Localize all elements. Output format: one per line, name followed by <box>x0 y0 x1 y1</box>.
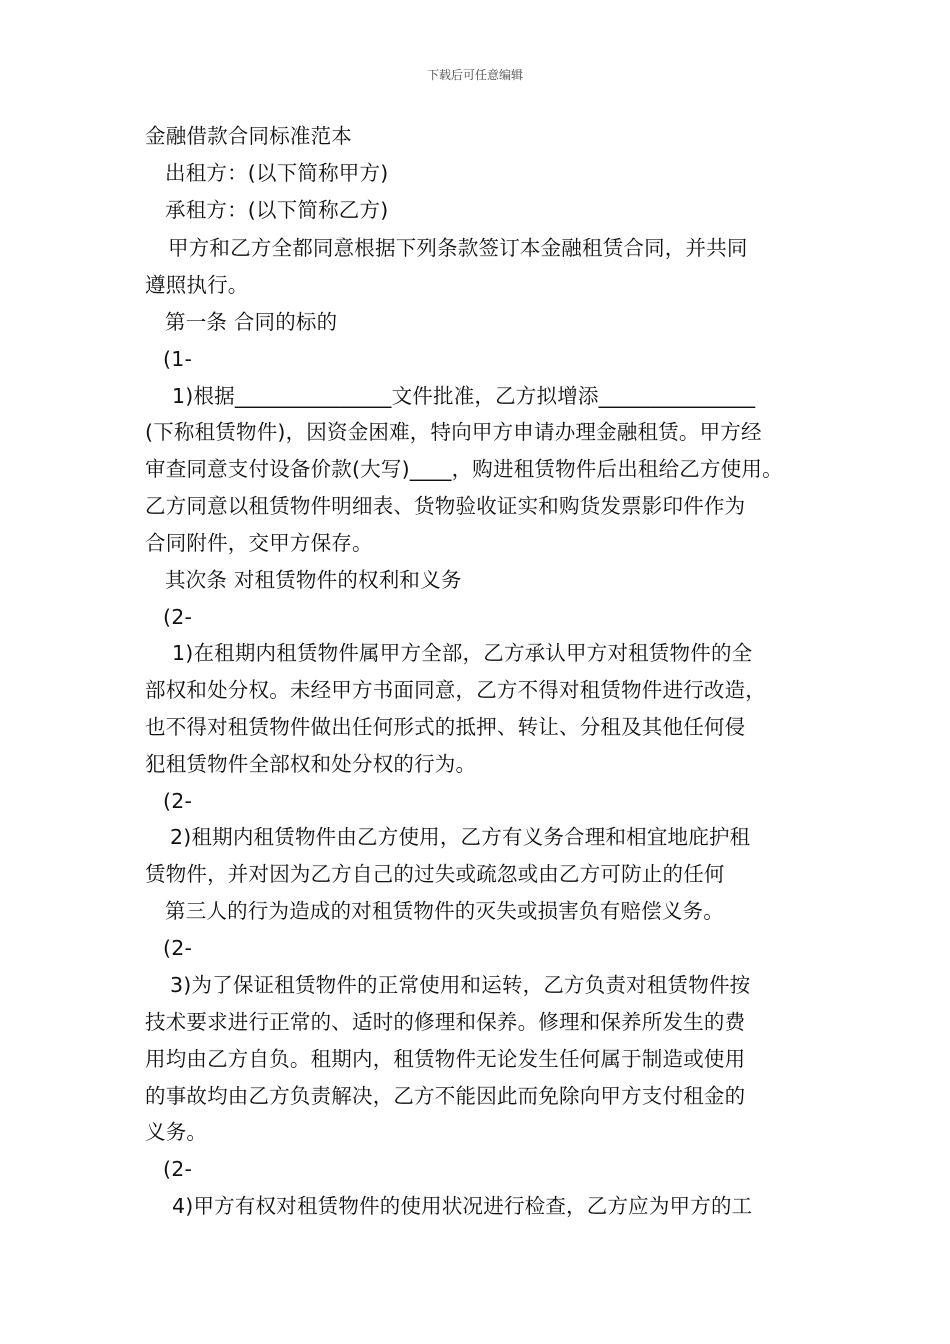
clause-number: (2- <box>163 936 193 960</box>
text-line: 出租方：(以下简称甲方) <box>165 161 389 185</box>
text-line: 4)甲方有权对租赁物件的使用状况进行检查，乙方应为甲方的工 <box>172 1194 753 1218</box>
clause-number: (1- <box>163 347 193 371</box>
clause-number: (2- <box>163 1157 193 1181</box>
text-line: 审查同意支付设备价款(大写)____，购进租赁物件后出租给乙方使用。 <box>145 457 783 481</box>
text-line: 遵照执行。 <box>145 273 249 297</box>
text-line: 2)租期内租赁物件由乙方使用，乙方有义务合理和相宜地庇护租 <box>170 825 751 849</box>
section-heading: 第一条 合同的标的 <box>165 310 338 334</box>
text-line: 1)根据_______________文件批准，乙方拟增添_______________ <box>172 384 756 408</box>
text-line: 的事故均由乙方负责解决，乙方不能因此而免除向甲方支付租金的 <box>145 1084 746 1108</box>
text-line: 第三人的行为造成的对租赁物件的灭失或损害负有赔偿义务。 <box>165 899 724 923</box>
text-line: 赁物件，并对因为乙方自己的过失或疏忽或由乙方可防止的任何 <box>145 862 725 886</box>
clause-number: (2- <box>163 605 193 629</box>
text-line: 承租方：(以下简称乙方) <box>165 198 389 222</box>
text-line: 技术要求进行正常的、适时的修理和保养。修理和保养所发生的费 <box>145 1010 746 1034</box>
text-line: 1)在租期内租赁物件属甲方全部，乙方承认甲方对租赁物件的全 <box>172 641 753 665</box>
clause-number: (2- <box>163 789 193 813</box>
text-line: (下称租赁物件)，因资金困难，特向甲方申请办理金融租赁。甲方经 <box>145 420 762 444</box>
text-line: 用均由乙方自负。租期内，租赁物件无论发生任何属于制造或使用 <box>145 1047 746 1071</box>
text-line: 犯租赁物件全部权和处分权的行为。 <box>145 752 477 776</box>
page-header: 下载后可任意编辑 <box>426 68 523 82</box>
text-line: 部权和处分权。未经甲方书面同意，乙方不得对租赁物件进行改造， <box>145 678 766 702</box>
text-line: 义务。 <box>145 1120 208 1144</box>
document-title: 金融借款合同标准范本 <box>145 124 352 148</box>
text-line: 乙方同意以租赁物件明细表、货物验收证实和购货发票影印件作为 <box>145 494 746 518</box>
text-line: 也不得对租赁物件做出任何形式的抵押、转让、分租及其他任何侵 <box>145 715 746 739</box>
text-line: 甲方和乙方全都同意根据下列条款签订本金融租赁合同，并共同 <box>168 236 748 260</box>
section-heading: 其次条 对租赁物件的权利和义务 <box>165 568 462 592</box>
text-line: 3)为了保证租赁物件的正常使用和运转，乙方负责对租赁物件按 <box>170 973 751 997</box>
text-line: 合同附件，交甲方保存。 <box>145 531 373 555</box>
